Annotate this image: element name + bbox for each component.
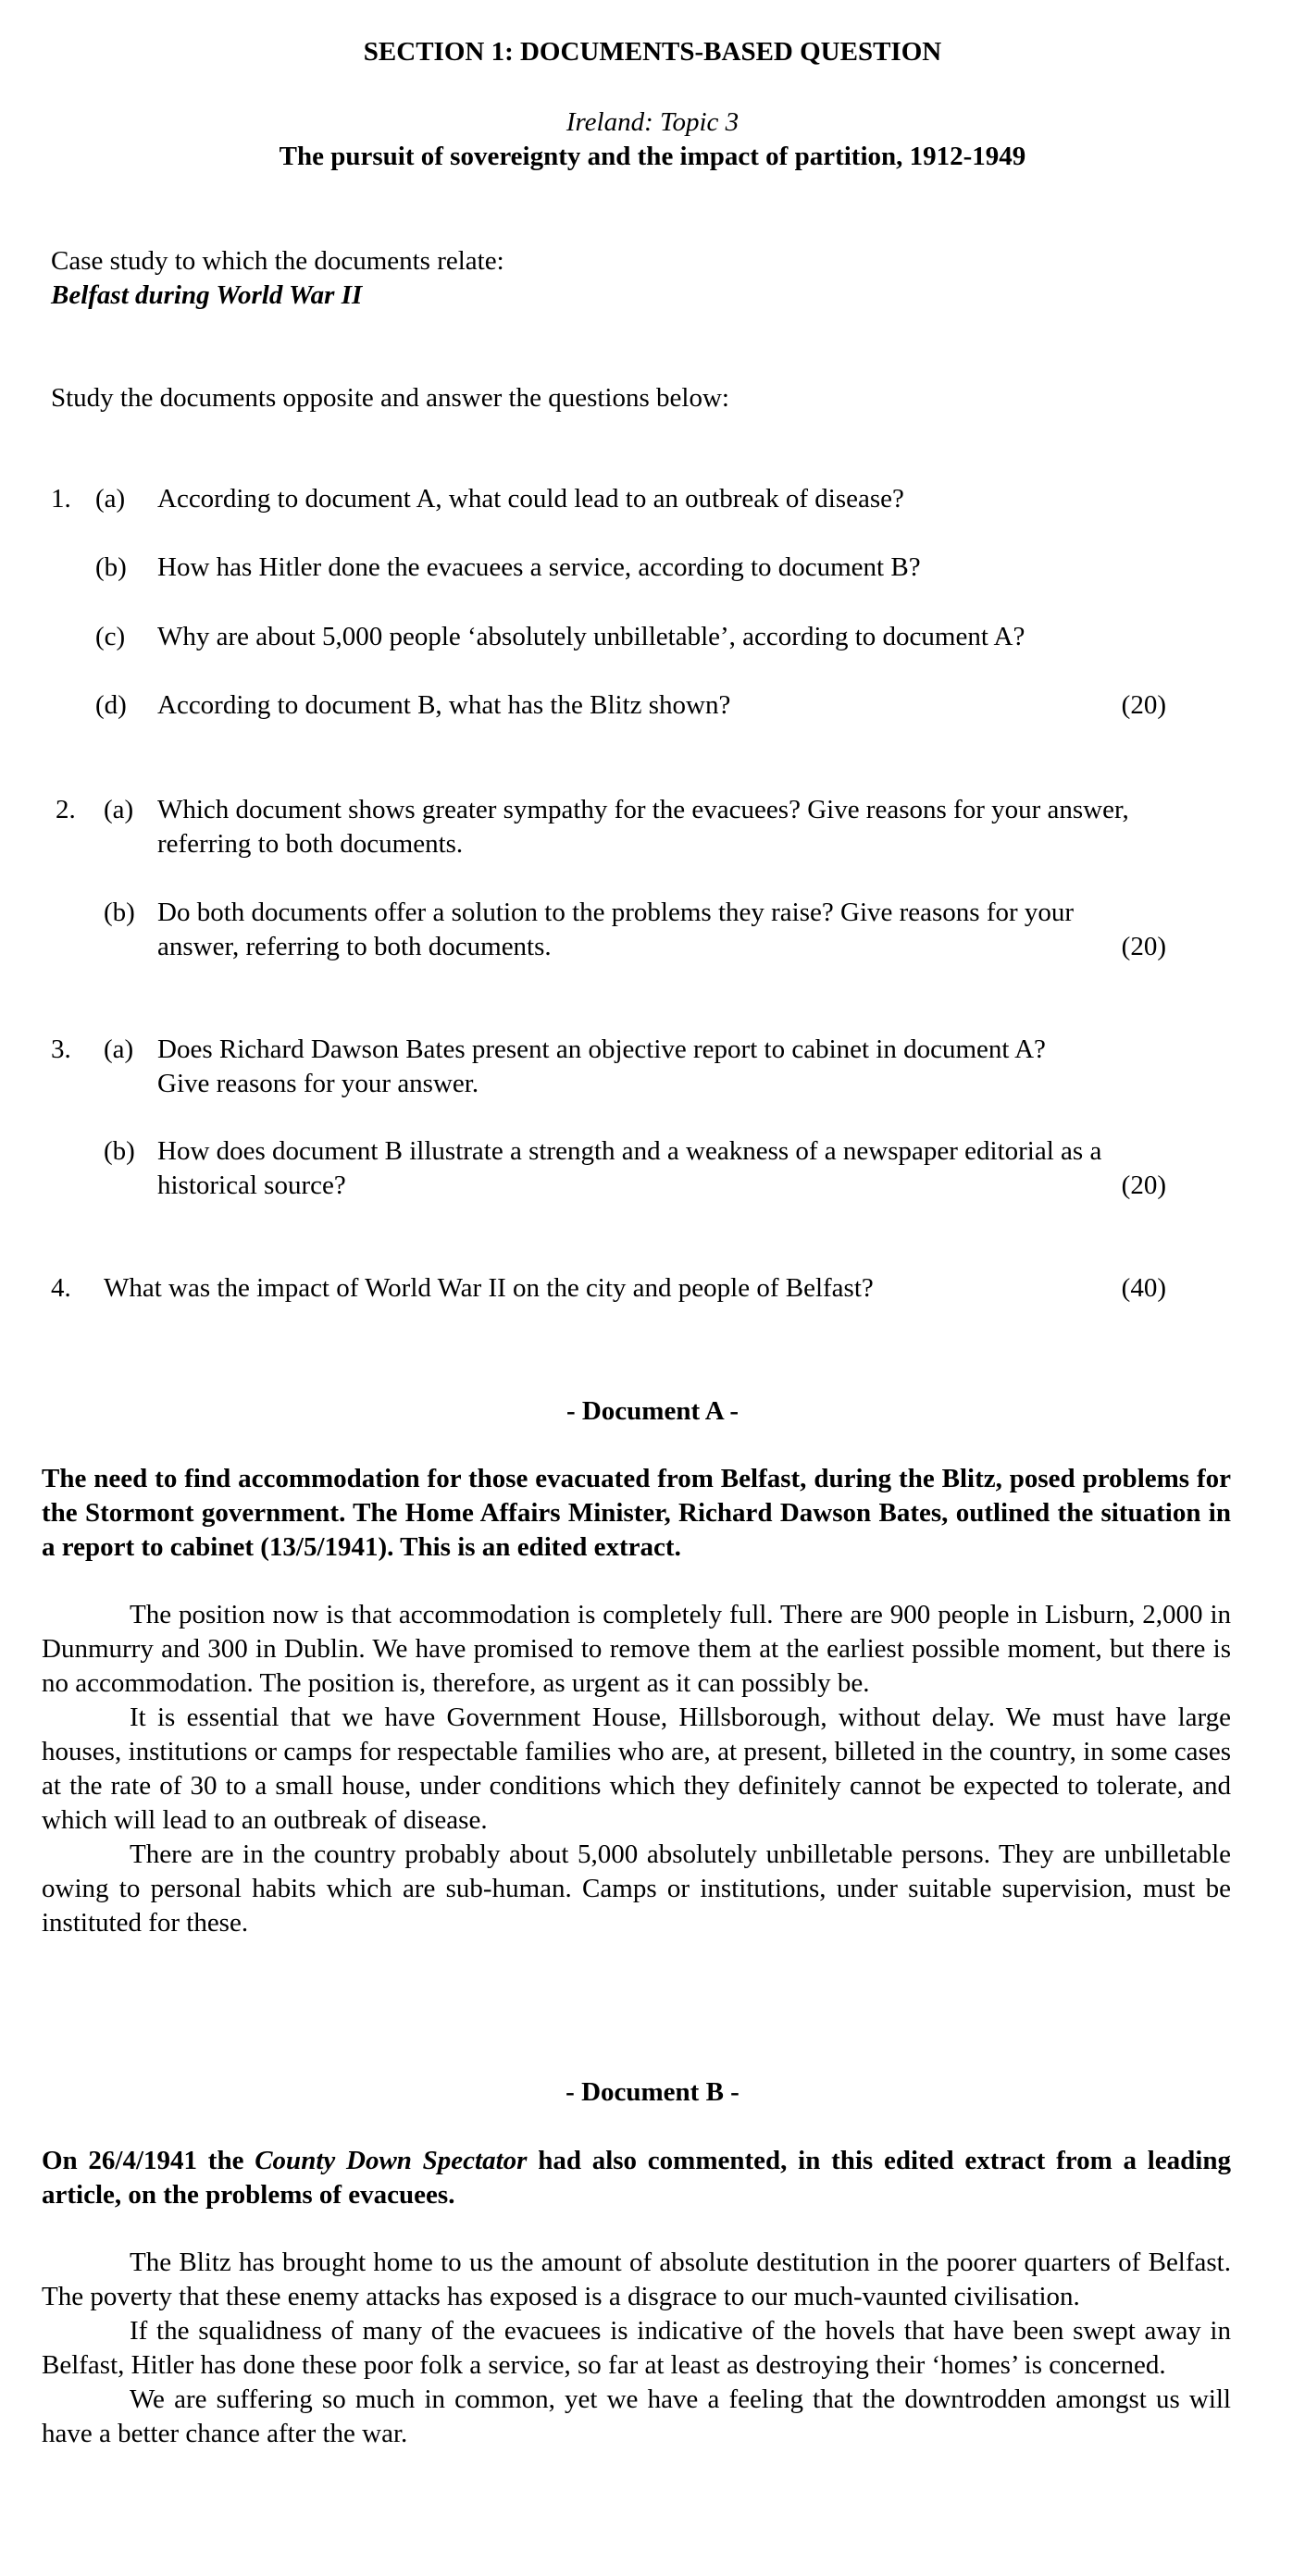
- document-paragraph: The position now is that accommodation is completely full. There are 900 people in Lisburn, 2,000 in Dunmurry and 300 in Dublin. We have promised to remove them at the earliest possible moment, but there is no accommodation. The position is, therefore, as urgent as it can possibly be.: [42, 1600, 1231, 1698]
- question-number: 4.: [51, 1273, 71, 1303]
- part-label: (a): [104, 1034, 134, 1064]
- document-paragraph: If the squalidness of many of the evacuees is indicative of the hovels that have been swept away in Belfast, Hitler has done these poor folk a service, so far at least as destroying their ‘homes’ is concerned.: [42, 2316, 1231, 2380]
- document-b-body: [42, 2246, 1231, 2451]
- part-label: (d): [95, 690, 127, 720]
- question-text: Why are about 5,000 people ‘absolutely unbilletable’, according to document A?: [157, 622, 1025, 651]
- document-paragraph: The Blitz has brought home to us the amount of absolute destitution in the poorer quarters of Belfast. The poverty that these enemy attacks has exposed is a disgrace to our much-vaunted civilisation.: [42, 2248, 1231, 2311]
- marks-label: (20): [1121, 690, 1166, 720]
- question-text: historical source?: [157, 1170, 346, 1200]
- publication-title: County Down Spectator: [255, 2146, 528, 2175]
- question-text: Which document shows greater sympathy for the evacuees? Give reasons for your answer,: [157, 795, 1129, 824]
- question-text: How has Hitler done the evacuees a service, according to document B?: [157, 552, 921, 582]
- marks-label: (40): [1121, 1273, 1166, 1303]
- part-label: (a): [95, 484, 126, 514]
- page-subtitle: The pursuit of sovereignty and the impact of partition, 1912-1949: [279, 142, 1026, 171]
- document-a-intro: The need to find accommodation for those evacuated from Belfast, during the Blitz, posed problems for the Stormont government. The Home Affairs Minister, Richard Dawson Bates, outlined the situation in a report to cabinet (13/5/1941). This is an edited extract.: [42, 1464, 1231, 1562]
- marks-label: (20): [1121, 1170, 1166, 1200]
- instruction-text: Study the documents opposite and answer the questions below:: [51, 383, 729, 413]
- part-label: (a): [104, 795, 134, 824]
- document-b-heading: - Document B -: [566, 2077, 740, 2107]
- part-label: (c): [95, 622, 126, 651]
- question-text: Give reasons for your answer.: [157, 1069, 479, 1098]
- question-text: answer, referring to both documents.: [157, 932, 552, 961]
- question-number: 1.: [51, 484, 71, 514]
- case-study-label: Case study to which the documents relate:: [51, 246, 504, 276]
- question-text: What was the impact of World War II on the city and people of Belfast?: [104, 1273, 874, 1303]
- question-text: referring to both documents.: [157, 829, 464, 859]
- part-label: (b): [104, 1136, 135, 1166]
- document-a-heading: - Document A -: [566, 1396, 740, 1426]
- question-text: How does document B illustrate a strength and a weakness of a newspaper editorial as a: [157, 1136, 1102, 1166]
- question-number: 3.: [51, 1034, 71, 1064]
- document-paragraph: We are suffering so much in common, yet we have a feeling that the downtrodden amongst us will have a better chance after the war.: [42, 2384, 1231, 2448]
- case-study-title: Belfast during World War II: [51, 280, 363, 310]
- question-text: Does Richard Dawson Bates present an objective report to cabinet in document A?: [157, 1034, 1046, 1064]
- question-text: According to document B, what has the Blitz shown?: [157, 690, 731, 720]
- document-paragraph: It is essential that we have Government House, Hillsborough, without delay. We must have large houses, institutions or camps for respectable families who are, at present, billeted in the country, in some cases at the rate of 30 to a small house, under conditions which they definitely cannot be expected to tolerate, and which will lead to an outbreak of disease.: [42, 1703, 1231, 1835]
- question-text: According to document A, what could lead to an outbreak of disease?: [157, 484, 904, 514]
- question-number: 2.: [56, 795, 76, 824]
- part-label: (b): [95, 552, 127, 582]
- document-b-intro: On 26/4/1941 the County Down Spectator had also commented, in this edited extract from a leading article, on the problems of evacuees.: [42, 2146, 1231, 2210]
- topic-label: Ireland: Topic 3: [566, 107, 740, 137]
- question-text: Do both documents offer a solution to the problems they raise? Give reasons for your: [157, 898, 1075, 927]
- section-title: SECTION 1: DOCUMENTS-BASED QUESTION: [363, 37, 942, 67]
- marks-label: (20): [1121, 932, 1166, 961]
- document-paragraph: There are in the country probably about 5,000 absolutely unbilletable persons. They are unbilletable owing to personal habits which are sub-human. Camps or institutions, under suitable supervision, must be instituted for these.: [42, 1839, 1231, 1938]
- part-label: (b): [104, 898, 135, 927]
- document-a-body: [42, 1598, 1231, 1940]
